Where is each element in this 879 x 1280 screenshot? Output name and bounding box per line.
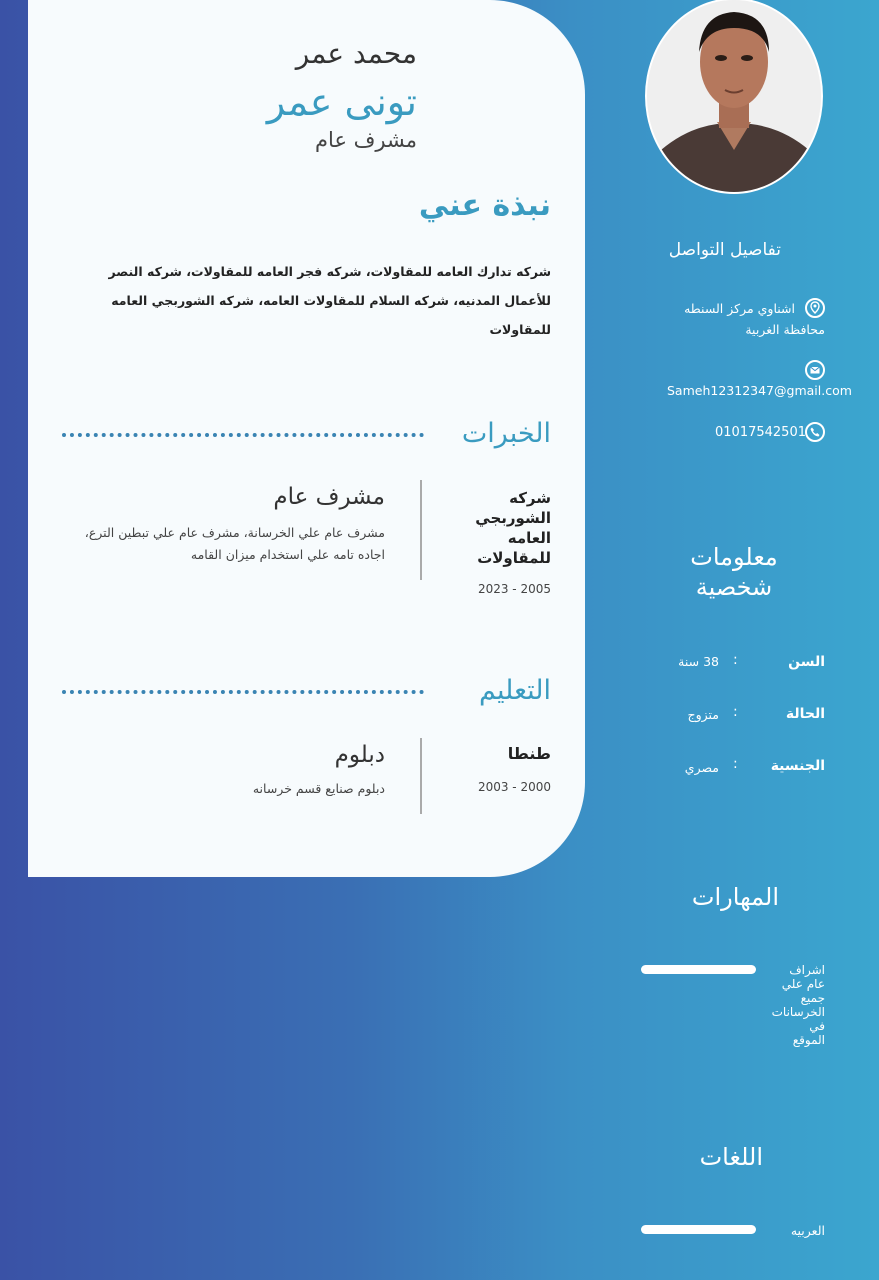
name-line1: محمد عمر [295, 37, 417, 70]
about-heading: نبذة عني [418, 188, 551, 223]
email-icon [805, 360, 825, 380]
nationality-sep: : [733, 756, 738, 772]
contact-heading: تفاصيل التواصل [668, 240, 781, 260]
language-item: العربيه [790, 1223, 825, 1238]
skill-level-bar [641, 965, 756, 974]
education-degree: دبلوم [334, 742, 385, 768]
status-value: متزوج [687, 707, 719, 722]
age-sep: : [733, 652, 738, 668]
education-separator [420, 738, 422, 814]
job-title: مشرف عام [315, 128, 417, 152]
personal-heading-line2: شخصية [695, 573, 773, 601]
experience-company: شركه الشوربجي العامه للمقاولات [475, 489, 551, 567]
experience-heading: الخبرات [461, 418, 551, 449]
experience-role: مشرف عام [273, 484, 385, 510]
name-line2: تونى عمر [266, 80, 417, 124]
languages-heading: اللغات [699, 1143, 763, 1171]
experience-years: 2023 - 2005 [477, 582, 551, 596]
personal-heading [684, 542, 784, 602]
portrait-image [647, 0, 821, 192]
experience-divider [62, 433, 424, 437]
phone-icon [805, 422, 825, 442]
skills-heading: المهارات [691, 883, 779, 911]
age-label: السن [788, 654, 825, 670]
location-icon [805, 298, 825, 318]
email-link[interactable]: Sameh12312347@gmail.com [667, 383, 852, 398]
age-value: 38 سنة [678, 654, 719, 669]
language-level-bar [641, 1225, 756, 1234]
personal-heading-line1: معلومات [690, 543, 778, 571]
address-line2: محافظة الغربية [745, 322, 825, 337]
experience-separator [420, 480, 422, 580]
experience-description: مشرف عام علي الخرسانة، مشرف عام علي تبطين الترع، اجاده تامه علي استخدام ميزان القامه [84, 525, 385, 562]
nationality-label: الجنسية [770, 758, 825, 774]
profile-photo [645, 0, 823, 194]
nationality-value: مصري [684, 760, 719, 775]
education-place: طنطا [507, 744, 551, 763]
status-sep: : [733, 704, 738, 720]
about-text: شركه تدارك العامه للمقاولات، شركه فجر العامه للمقاولات، شركه النصر للأعمال المدنيه، شركه السلام للمقاولات العامه، شركه الشوربجي العامه للمقاولات [108, 264, 551, 337]
education-divider [62, 690, 424, 694]
education-description: دبلوم صنايع قسم خرسانه [252, 781, 385, 796]
skill-item: اشراف عام علي جميع الخرسانات في الموقع [771, 963, 825, 1047]
address-line1: اشناوي مركز السنطه [684, 301, 795, 316]
education-years: 2003 - 2000 [477, 780, 551, 794]
education-heading: التعليم [479, 675, 551, 706]
phone-number[interactable]: 01017542501 [715, 425, 806, 440]
status-label: الحالة [785, 706, 825, 722]
